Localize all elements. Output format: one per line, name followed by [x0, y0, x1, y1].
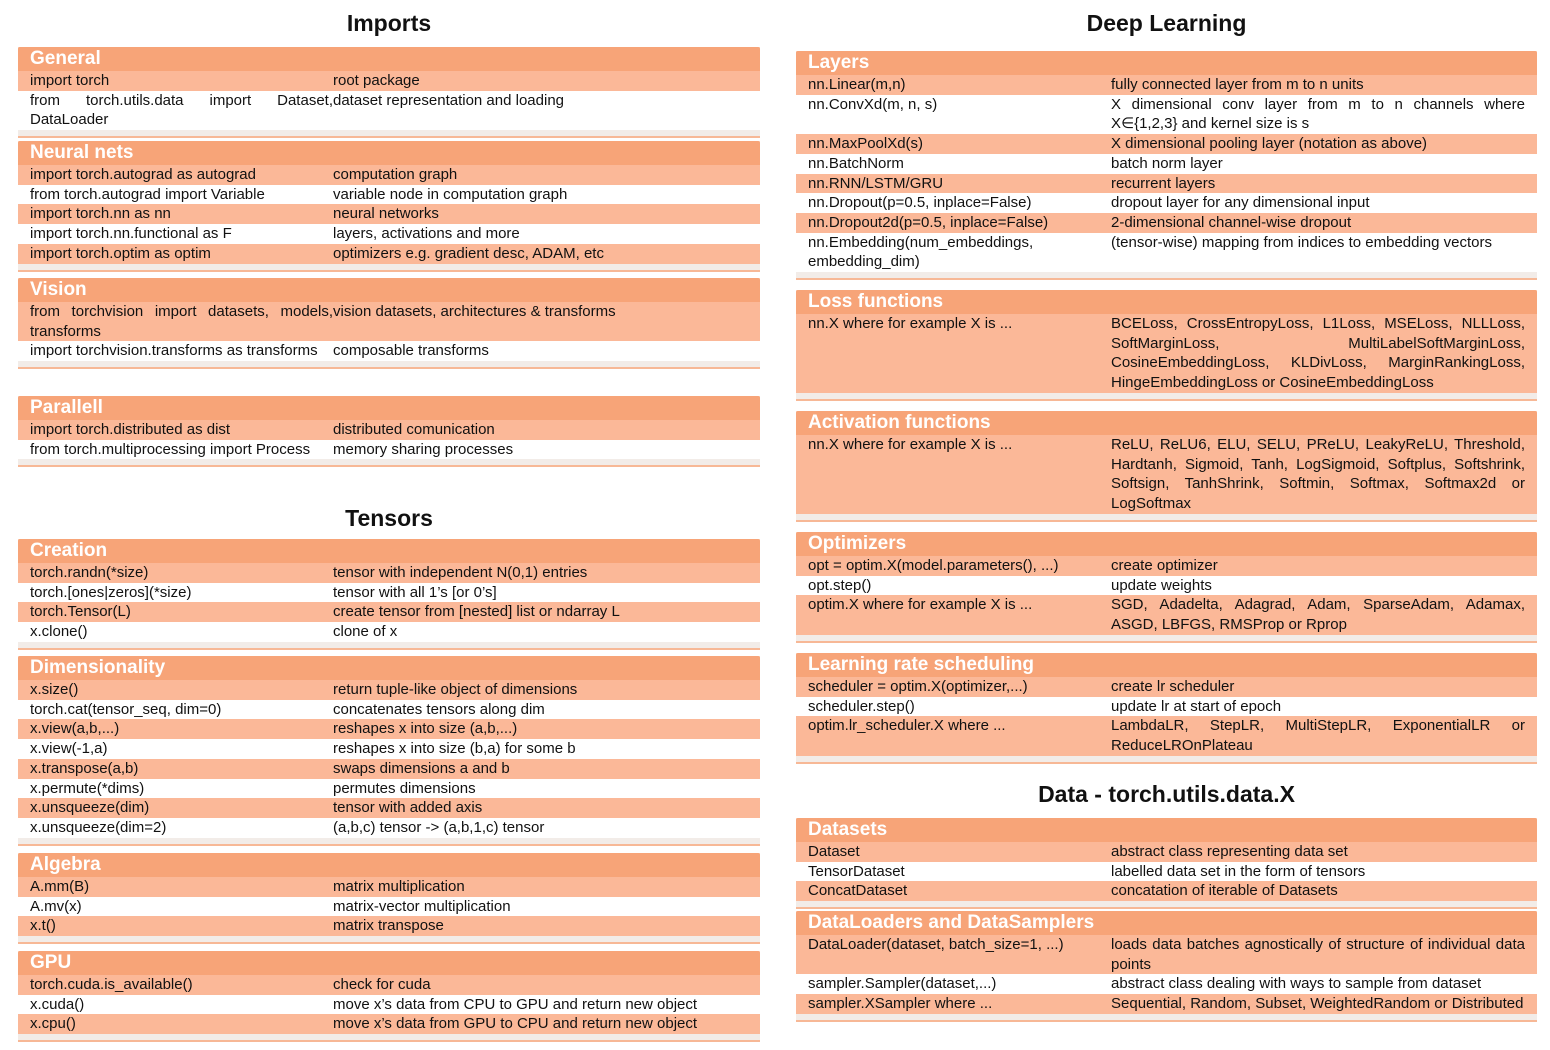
description-cell: tensor with independent N(0,1) entries [333, 564, 588, 581]
description-cell: BCELoss, CrossEntropyLoss, L1Loss, MSELoss, NLLLoss, SoftMarginLoss, MultiLabelSoftMarginLoss, CosineEmbeddingLoss, KLDivLoss, MarginRankingLoss, HingeEmbeddingLoss or CosineEmbeddingLoss [1111, 315, 1525, 392]
command-cell: x.permute(*dims) [30, 779, 145, 797]
description-cell: update lr at start of epoch [1111, 697, 1282, 715]
table-row [18, 440, 760, 460]
table-row [18, 341, 760, 361]
table-row [18, 680, 760, 700]
description-cell: X dimensional pooling layer (notation as above) [1111, 135, 1428, 153]
description-cell: reshapes x into size (b,a) for some b [333, 740, 576, 758]
section-footer [796, 272, 1537, 280]
table-row [796, 556, 1537, 576]
description-cell: neural networks [333, 205, 439, 223]
command-cell: nn.Embedding(num_embeddings, embedding_dim) [808, 233, 1034, 271]
command-cell: optim.X where for example X is ... [808, 596, 1033, 614]
section-body [796, 935, 1537, 1014]
description-cell: matrix multiplication [333, 878, 465, 895]
description-cell: clone of x [333, 623, 398, 641]
command-cell: x.unsqueeze(dim=2) [30, 818, 167, 836]
description-cell: distributed comunication [333, 421, 495, 438]
section-activation-functions [796, 411, 1537, 522]
command-cell: nn.ConvXd(m, n, s) [808, 95, 938, 113]
table-row [18, 71, 760, 91]
command-cell: x.t() [30, 917, 56, 935]
command-cell: nn.Linear(m,n) [808, 76, 906, 93]
section-footer [796, 393, 1537, 401]
description-cell: move x’s data from CPU to GPU and return new object [333, 995, 698, 1013]
table-row [18, 719, 760, 739]
table-row [18, 700, 760, 720]
section-footer [796, 514, 1537, 522]
command-cell: x.cpu() [30, 1015, 76, 1033]
description-cell: permutes dimensions [333, 779, 476, 797]
section-footer [796, 635, 1537, 643]
section-header: Optimizers [796, 532, 1537, 556]
table-row [18, 244, 760, 264]
section-footer [18, 838, 760, 846]
section-body [18, 563, 760, 642]
table-row [18, 563, 760, 583]
table-row [796, 994, 1537, 1014]
section-header: Dimensionality [18, 656, 760, 680]
section-footer [18, 264, 760, 272]
command-cell: opt.step() [808, 576, 872, 594]
table-row [796, 314, 1537, 393]
section-header: General [18, 47, 760, 71]
command-cell: import torch.optim as optim [30, 244, 211, 262]
command-cell: nn.MaxPoolXd(s) [808, 135, 924, 153]
command-cell: x.cuda() [30, 995, 85, 1013]
command-cell: DataLoader(dataset, batch_size=1, ...) [808, 936, 1064, 953]
command-cell: from torch.multiprocessing import Process [30, 440, 311, 458]
section-body [18, 302, 760, 361]
section-footer [796, 901, 1537, 909]
section-header: Parallell [18, 396, 760, 420]
table-row [18, 602, 760, 622]
table-row [796, 842, 1537, 862]
section-header: Algebra [18, 853, 760, 877]
description-cell: move x’s data from GPU to CPU and return new object [333, 1015, 698, 1033]
table-row [18, 739, 760, 759]
section-body [796, 842, 1537, 901]
description-cell: Sequential, Random, Subset, WeightedRandom or Distributed [1111, 995, 1524, 1013]
command-cell: TensorDataset [808, 862, 905, 880]
command-cell: torch.cat(tensor_seq, dim=0) [30, 700, 222, 718]
data-title: Data - torch.utils.data.X [1038, 781, 1295, 807]
description-cell: LambdaLR, StepLR, MultiStepLR, ExponentialLR or ReduceLROnPlateau [1111, 717, 1525, 755]
section-body [18, 165, 760, 264]
table-row [18, 818, 760, 838]
command-cell: import torch.nn.functional as F [30, 225, 232, 243]
command-cell: opt = optim.X(model.parameters(), ...) [808, 557, 1059, 574]
command-cell: from torch.utils.data import Dataset, DataLoader [30, 91, 333, 129]
description-cell: layers, activations and more [333, 225, 520, 243]
table-row [18, 877, 760, 897]
section-general [18, 47, 760, 138]
section-creation [18, 539, 760, 650]
command-cell: nn.Dropout(p=0.5, inplace=False) [808, 194, 1032, 212]
table-row [796, 154, 1537, 174]
description-cell: labelled data set in the form of tensors [1111, 862, 1366, 880]
description-cell: create tensor from [nested] list or ndarray L [333, 603, 620, 621]
command-cell: scheduler.step() [808, 697, 915, 715]
description-cell: create lr scheduler [1111, 678, 1235, 695]
section-body [796, 314, 1537, 393]
description-cell: create optimizer [1111, 557, 1218, 574]
table-row [18, 798, 760, 818]
section-footer [18, 936, 760, 944]
command-cell: nn.X where for example X is ... [808, 315, 1013, 332]
description-cell: fully connected layer from m to n units [1111, 76, 1364, 93]
section-footer [18, 1034, 760, 1042]
table-row [796, 233, 1537, 272]
table-row [796, 716, 1537, 755]
section-header: Neural nets [18, 141, 760, 165]
description-cell: update weights [1111, 576, 1212, 594]
description-cell: 2-dimensional channel-wise dropout [1111, 213, 1352, 231]
table-row [796, 174, 1537, 194]
description-cell: root package [333, 72, 420, 89]
table-row [796, 595, 1537, 634]
description-cell: matrix transpose [333, 917, 444, 935]
table-row [18, 185, 760, 205]
description-cell: concatenates tensors along dim [333, 700, 545, 718]
command-cell: x.view(a,b,...) [30, 720, 120, 738]
description-cell: loads data batches agnostically of structure of individual data points [1111, 936, 1525, 973]
section-gpu [18, 951, 760, 1042]
command-cell: x.unsqueeze(dim) [30, 799, 150, 817]
table-row [796, 193, 1537, 213]
description-cell: ReLU, ReLU6, ELU, SELU, PReLU, LeakyReLU, Threshold, Hardtanh, Sigmoid, Tanh, LogSigmoid, Softplus, Softshrink, Softsign, TanhShrink, Softmin, Softmax, Softmax2d or LogSoftmax [1111, 436, 1525, 513]
tensors-title: Tensors [345, 505, 433, 531]
table-row [18, 165, 760, 185]
section-header: Creation [18, 539, 760, 563]
section-dataloaders-and-datasamplers [796, 911, 1537, 1022]
command-cell: from torchvision import datasets, models, transforms [30, 303, 333, 340]
table-row [18, 995, 760, 1015]
table-row [796, 95, 1537, 134]
command-cell: x.size() [30, 681, 79, 698]
section-body [796, 677, 1537, 756]
command-cell: optim.lr_scheduler.X where ... [808, 717, 1006, 735]
description-cell: tensor with added axis [333, 799, 483, 817]
section-optimizers [796, 532, 1537, 643]
section-body [796, 435, 1537, 514]
description-cell: composable transforms [333, 342, 489, 360]
description-cell: return tuple-like object of dimensions [333, 681, 578, 698]
section-footer [18, 130, 760, 138]
description-cell: batch norm layer [1111, 154, 1223, 172]
section-footer [796, 1014, 1537, 1022]
imports-title: Imports [346, 10, 432, 36]
section-header: Layers [796, 51, 1537, 75]
description-cell: tensor with all 1’s [or 0’s] [333, 583, 497, 601]
table-row [796, 935, 1537, 974]
description-cell: variable node in computation graph [333, 185, 568, 203]
table-row [796, 435, 1537, 514]
table-row [18, 224, 760, 244]
section-body [18, 420, 760, 459]
table-row [796, 75, 1537, 95]
deep-learning-title: Deep Learning [1086, 10, 1247, 36]
description-cell: abstract class representing data set [1111, 843, 1348, 860]
command-cell: torch.cuda.is_available() [30, 976, 193, 993]
section-dimensionality [18, 656, 760, 846]
command-cell: nn.RNN/LSTM/GRU [808, 174, 944, 192]
section-body [796, 75, 1537, 272]
table-row [796, 677, 1537, 697]
command-cell: ConcatDataset [808, 882, 908, 900]
section-header: Learning rate scheduling [796, 653, 1537, 677]
description-cell: recurrent layers [1111, 174, 1216, 192]
description-cell: computation graph [333, 166, 458, 183]
section-body [18, 975, 760, 1034]
command-cell: nn.X where for example X is ... [808, 436, 1013, 453]
section-header: DataLoaders and DataSamplers [796, 911, 1537, 935]
command-cell: sampler.XSampler where ... [808, 995, 993, 1013]
section-header: GPU [18, 951, 760, 975]
table-row [18, 420, 760, 440]
description-cell: reshapes x into size (a,b,...) [333, 720, 518, 738]
table-row [796, 974, 1537, 994]
section-datasets [796, 818, 1537, 909]
command-cell: torch.Tensor(L) [30, 603, 131, 621]
section-body [18, 877, 760, 936]
table-row [18, 204, 760, 224]
table-row [796, 213, 1537, 233]
section-vision [18, 278, 760, 369]
command-cell: x.transpose(a,b) [30, 759, 139, 777]
command-cell: sampler.Sampler(dataset,...) [808, 975, 997, 993]
section-header: Loss functions [796, 290, 1537, 314]
command-cell: scheduler = optim.X(optimizer,...) [808, 678, 1028, 695]
section-algebra [18, 853, 760, 944]
command-cell: A.mm(B) [30, 878, 90, 895]
table-row [18, 583, 760, 603]
description-cell: matrix-vector multiplication [333, 897, 511, 915]
command-cell: import torch.autograd as autograd [30, 166, 256, 183]
description-cell: (tensor-wise) mapping from indices to embedding vectors [1111, 233, 1492, 251]
command-cell: nn.Dropout2d(p=0.5, inplace=False) [808, 213, 1049, 231]
command-cell: A.mv(x) [30, 897, 82, 915]
section-body [18, 680, 760, 838]
section-layers [796, 51, 1537, 280]
section-footer [796, 756, 1537, 764]
table-row [18, 779, 760, 799]
table-row [796, 881, 1537, 901]
command-cell: Dataset [808, 843, 860, 860]
table-row [796, 576, 1537, 596]
table-row [18, 759, 760, 779]
table-row [18, 91, 760, 130]
section-footer [18, 459, 760, 467]
section-footer [18, 361, 760, 369]
command-cell: torch.[ones|zeros](*size) [30, 583, 192, 601]
table-row [796, 862, 1537, 882]
table-row [796, 697, 1537, 717]
description-cell: concatation of iterable of Datasets [1111, 882, 1338, 900]
command-cell: torch.randn(*size) [30, 564, 149, 581]
command-cell: import torch [30, 72, 110, 89]
table-row [18, 302, 760, 341]
command-cell: x.clone() [30, 623, 88, 641]
section-body [796, 556, 1537, 635]
table-row [796, 134, 1537, 154]
table-row [18, 622, 760, 642]
section-neural-nets [18, 141, 760, 272]
command-cell: nn.BatchNorm [808, 154, 904, 172]
command-cell: from torch.autograd import Variable [30, 185, 265, 203]
description-cell: X dimensional conv layer from m to n channels where X∈{1,2,3} and kernel size is s [1111, 95, 1525, 133]
description-cell: vision datasets, architectures & transforms [333, 303, 616, 320]
description-cell: memory sharing processes [333, 440, 514, 458]
description-cell: check for cuda [333, 976, 431, 993]
section-header: Datasets [796, 818, 1537, 842]
section-loss-functions [796, 290, 1537, 401]
section-header: Activation functions [796, 411, 1537, 435]
description-cell: SGD, Adadelta, Adagrad, Adam, SparseAdam, Adamax, ASGD, LBFGS, RMSProp or Rprop [1111, 596, 1525, 634]
section-header: Vision [18, 278, 760, 302]
table-row [18, 1014, 760, 1034]
section-body [18, 71, 760, 130]
table-row [18, 916, 760, 936]
description-cell: dropout layer for any dimensional input [1111, 194, 1370, 212]
section-learning-rate-scheduling [796, 653, 1537, 764]
table-row [18, 897, 760, 917]
command-cell: import torchvision.transforms as transforms [30, 342, 318, 360]
table-row [18, 975, 760, 995]
description-cell: (a,b,c) tensor -> (a,b,1,c) tensor [333, 818, 545, 836]
description-cell: swaps dimensions a and b [333, 759, 510, 777]
description-cell: optimizers e.g. gradient desc, ADAM, etc [333, 244, 604, 262]
section-footer [18, 642, 760, 650]
command-cell: import torch.distributed as dist [30, 421, 231, 438]
description-cell: abstract class dealing with ways to sample from dataset [1111, 975, 1482, 993]
command-cell: x.view(-1,a) [30, 740, 108, 758]
command-cell: import torch.nn as nn [30, 205, 171, 223]
description-cell: dataset representation and loading [333, 91, 565, 109]
section-parallell [18, 396, 760, 467]
